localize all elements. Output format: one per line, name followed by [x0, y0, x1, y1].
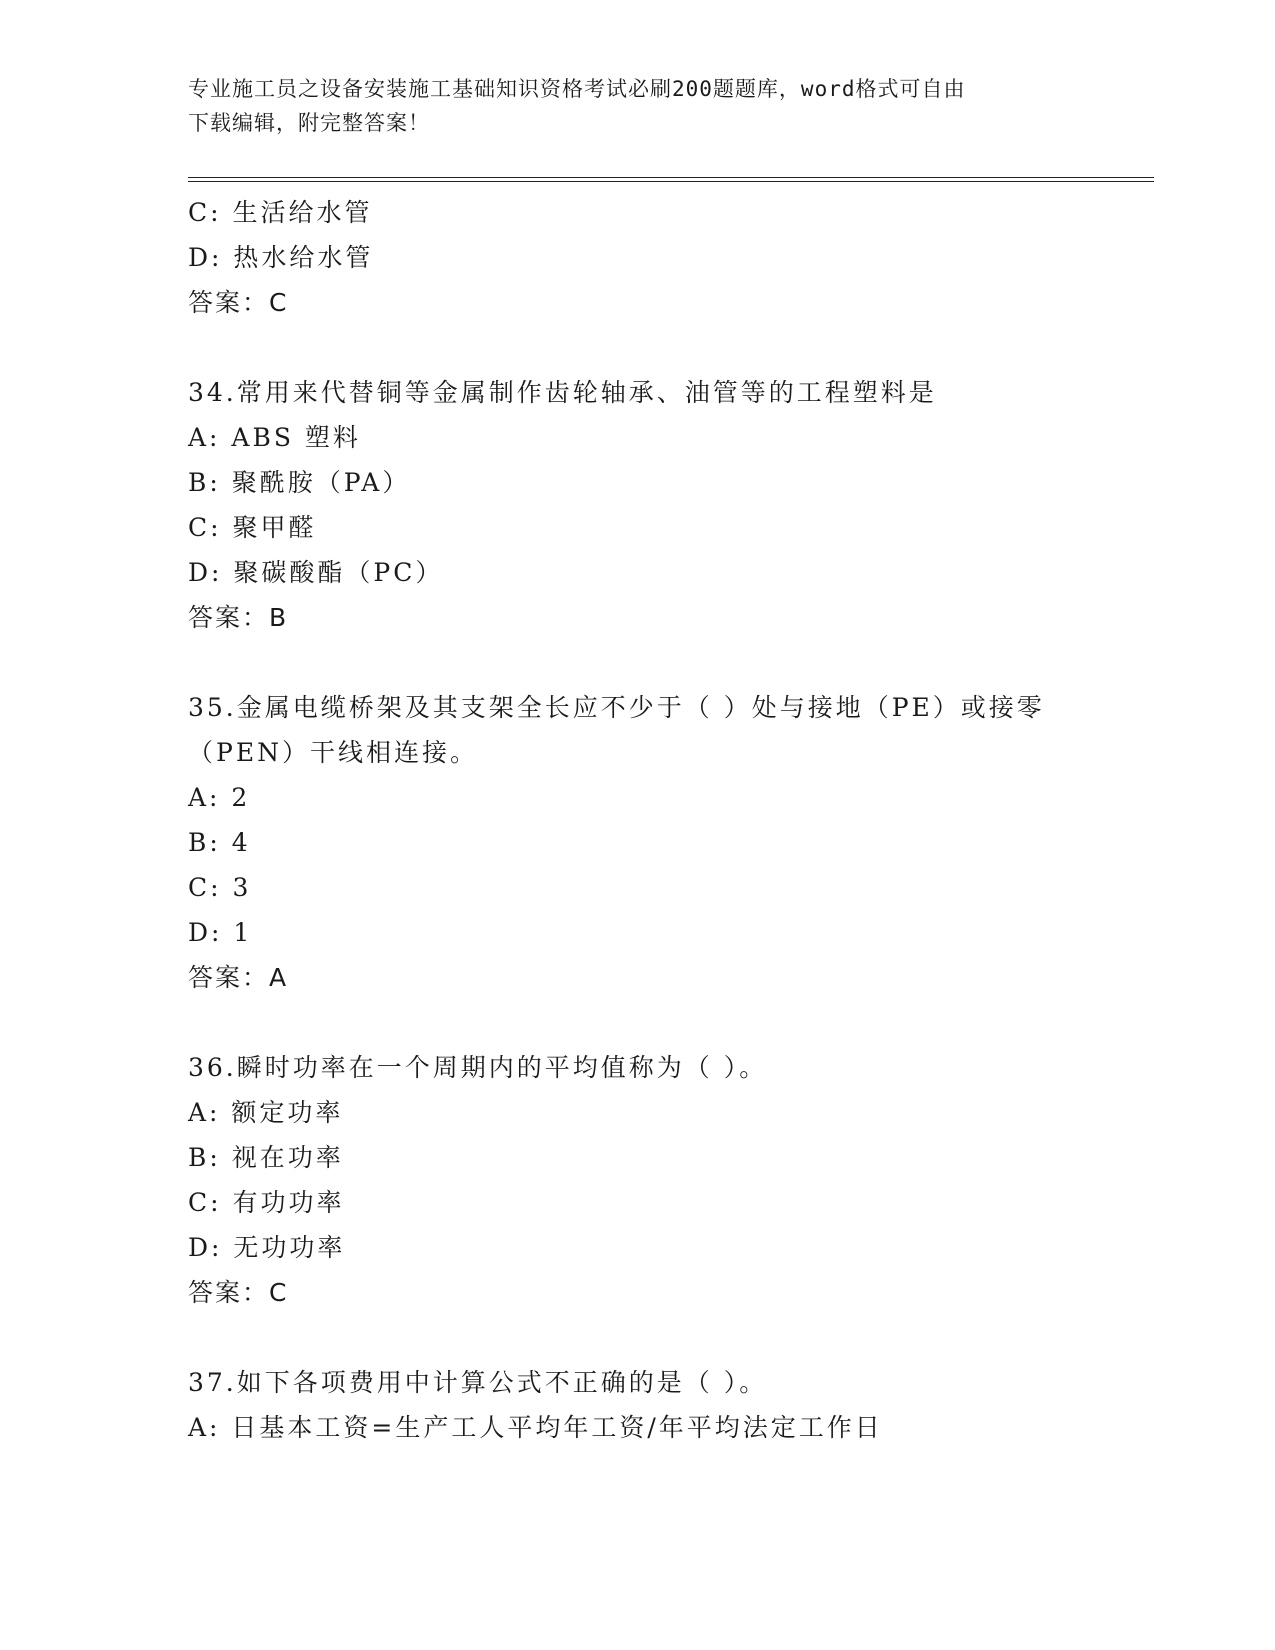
question-34	[188, 370, 1088, 640]
question-list	[188, 190, 1088, 1450]
answer-line: 答案：A	[188, 963, 289, 992]
question-stem-line-2: （PEN）干线相连接。	[188, 738, 478, 767]
option-d: D: 无功功率	[188, 1233, 346, 1262]
spacer	[188, 640, 1088, 685]
option-a: A: 日基本工资=生产工人平均年工资/年平均法定工作日	[188, 1413, 883, 1442]
question-partial	[188, 190, 1088, 325]
header-line-2: 下载编辑，附完整答案！	[188, 111, 430, 135]
spacer	[188, 1315, 1088, 1360]
header-line-1: 专业施工员之设备安装施工基础知识资格考试必刷200题题库，word格式可自由	[188, 77, 966, 101]
question-37	[188, 1360, 1088, 1450]
option-a: A: 2	[188, 783, 251, 812]
option-a: A: ABS 塑料	[188, 423, 361, 452]
answer-line: 答案：B	[188, 603, 289, 632]
option-c: C: 有功功率	[188, 1188, 345, 1217]
option-d: D: 热水给水管	[188, 243, 374, 272]
spacer	[188, 1000, 1088, 1045]
option-c: C: 生活给水管	[188, 198, 373, 227]
question-stem: 37.如下各项费用中计算公式不正确的是（ ）。	[188, 1368, 768, 1397]
option-d: D: 聚碳酸酯（PC）	[188, 558, 444, 587]
option-b: B: 4	[188, 828, 251, 857]
spacer	[188, 325, 1088, 370]
option-c: C: 聚甲醛	[188, 513, 317, 542]
option-d: D: 1	[188, 918, 253, 947]
option-b: B: 视在功率	[188, 1143, 344, 1172]
document-header	[188, 72, 1088, 140]
header-double-rule	[188, 177, 1154, 182]
answer-line: 答案：C	[188, 288, 289, 317]
question-stem: 34.常用来代替铜等金属制作齿轮轴承、油管等的工程塑料是	[188, 378, 937, 407]
question-35	[188, 685, 1088, 1000]
question-stem-line-1: 35.金属电缆桥架及其支架全长应不少于（ ）处与接地（PE）或接零	[188, 693, 1045, 722]
option-b: B: 聚酰胺（PA）	[188, 468, 411, 497]
option-c: C: 3	[188, 873, 252, 902]
answer-line: 答案：C	[188, 1278, 289, 1307]
option-a: A: 额定功率	[188, 1098, 344, 1127]
question-stem: 36.瞬时功率在一个周期内的平均值称为（ ）。	[188, 1053, 768, 1082]
question-36	[188, 1045, 1088, 1315]
